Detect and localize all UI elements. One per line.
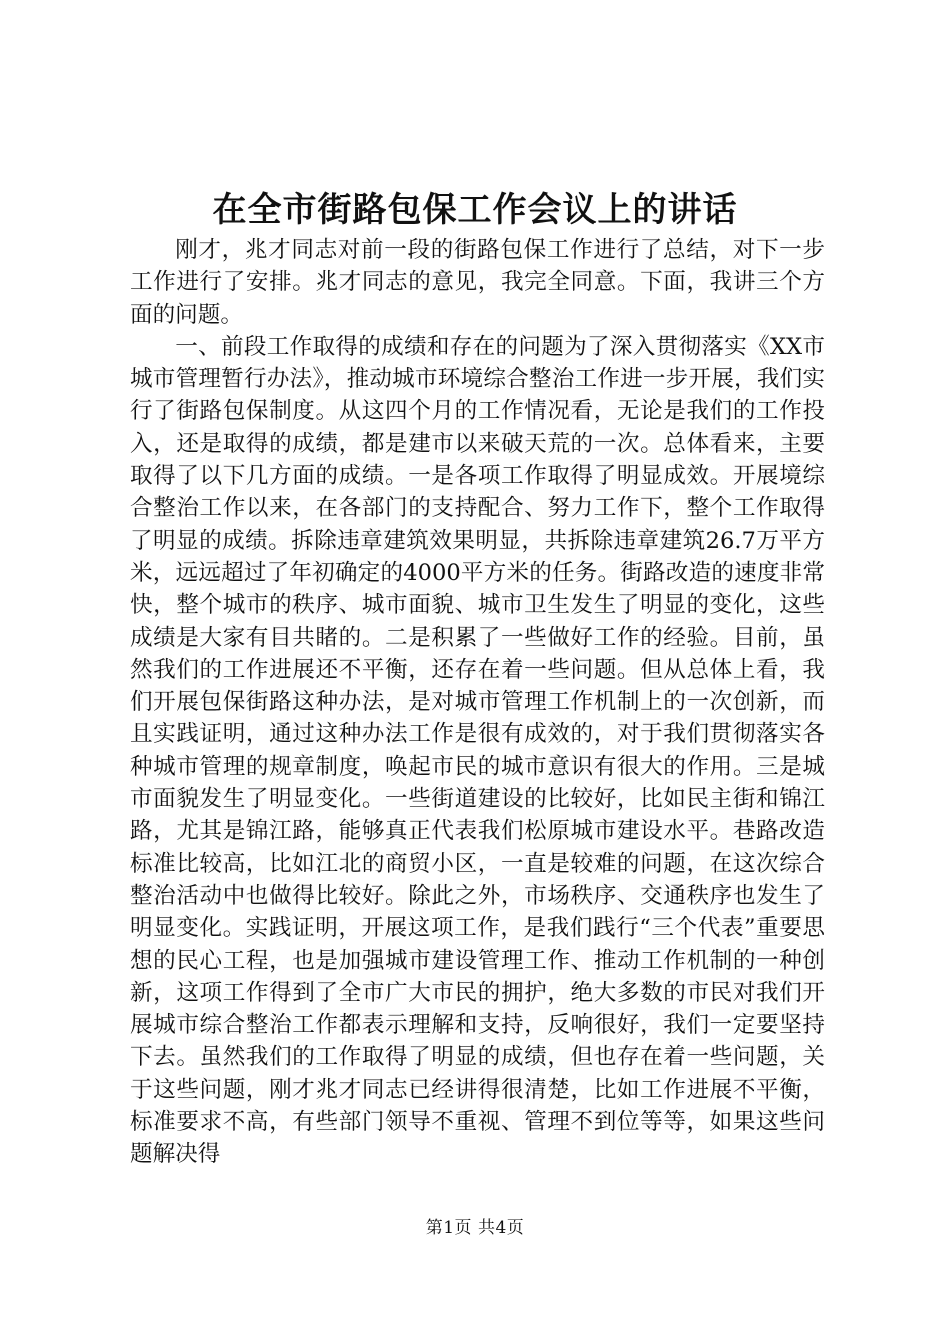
- document-title: 在全市街路包保工作会议上的讲话: [212, 190, 738, 230]
- paragraph-intro: 刚才，兆才同志对前一段的街路包保工作进行了总结，对下一步工作进行了安排。兆才同志的意见，我完全同意。下面，我讲三个方面的问题。: [130, 237, 825, 328]
- document-body: [130, 234, 825, 1171]
- page-footer: 第1页 共4页: [425, 1218, 525, 1238]
- paragraph-section-one: 一、前段工作取得的成绩和存在的问题为了深入贯彻落实《XX市城市管理暂行办法》，推动城市环境综合整治工作进一步开展，我们实行了街路包保制度。从这四个月的工作情况看，无论是我们的工作投入，还是取得的成绩，都是建市以来破天荒的一次。总体看来，主要取得了以下几方面的成绩。一是各项工作取得了明显成效。开展境综合整治工作以来，在各部门的支持配合、努力工作下，整个工作取得了明显的成绩。拆除违章建筑效果明显，共拆除违章建筑26.7万平方米，远远超过了年初确定的4000平方米的任务。街路改造的速度非常快，整个城市的秩序、城市面貌、城市卫生发生了明显的变化，这些成绩是大家有目共睹的。二是积累了一些做好工作的经验。目前，虽然我们的工作进展还不平衡，还存在着一些问题。但从总体上看，我们开展包保街路这种办法，是对城市管理工作机制上的一次创新，而且实践证明，通过这种办法工作是很有成效的，对于我们贯彻落实各种城市管理的规章制度，唤起市民的城市意识有很大的作用。三是城市面貌发生了明显变化。一些街道建设的比较好，比如民主街和锦江路，尤其是锦江路，能够真正代表我们松原城市建设水平。巷路改造标准比较高，比如江北的商贸小区，一直是较难的问题，在这次综合整治活动中也做得比较好。除此之外，市场秩序、交通秩序也发生了明显变化。实践证明，开展这项工作，是我们践行“三个代表”重要思想的民心工程，也是加强城市建设管理工作、推动工作机制的一种创新，这项工作得到了全市广大市民的拥护，绝大多数的市民对我们开展城市综合整治工作都表示理解和支持，反响很好，我们一定要坚持下去。虽然我们的工作取得了明显的成绩，但也存在着一些问题，关于这些问题，刚才兆才同志已经讲得很清楚，比如工作进展不平衡，标准要求不高，有些部门领导不重视、管理不到位等等，如果这些问题解决得: [130, 333, 825, 1168]
